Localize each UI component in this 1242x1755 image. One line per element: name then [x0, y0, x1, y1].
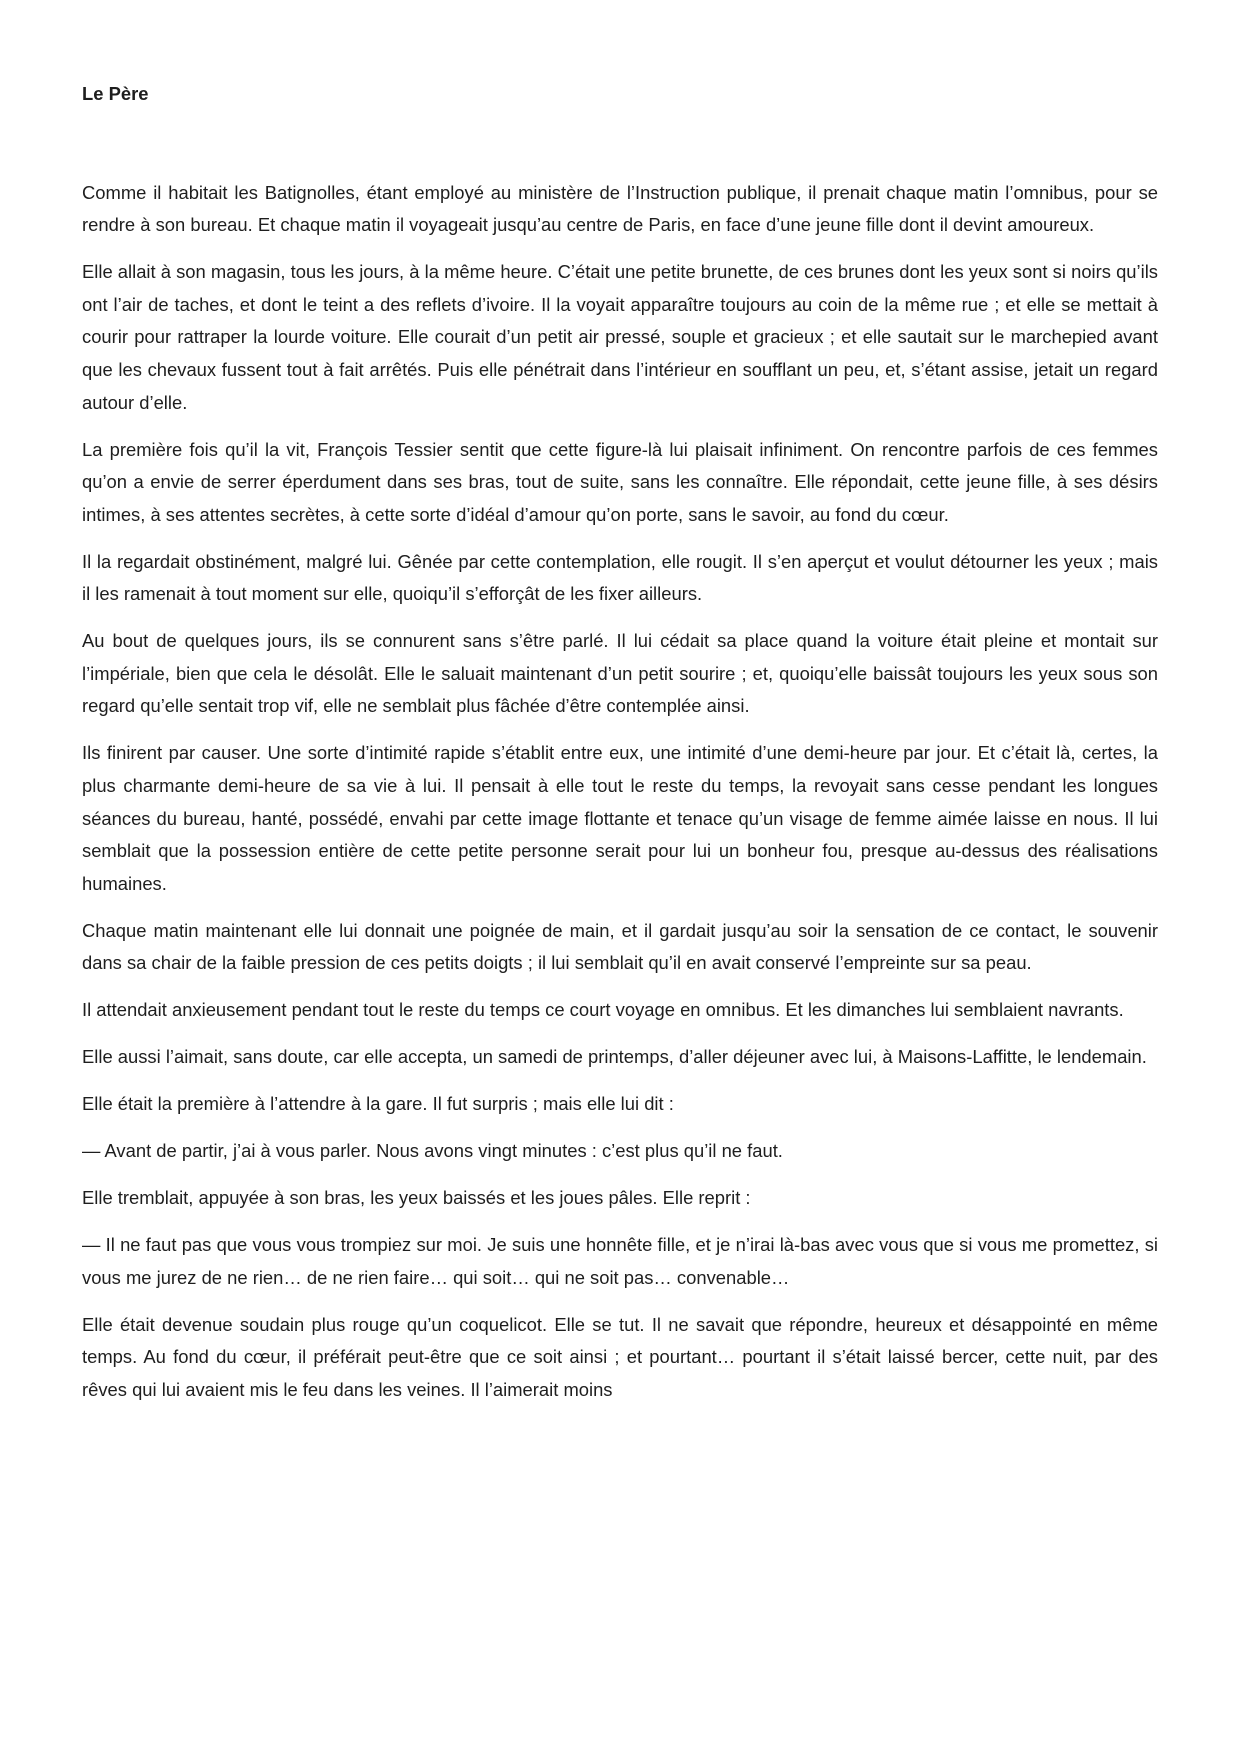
paragraph: Elle était la première à l’attendre à la gare. Il fut surpris ; mais elle lui dit :: [82, 1093, 674, 1115]
paragraph: Comme il habitait les Batignolles, étant employé au ministère de l’Instruction publique, il prenait chaque matin l’omnibus, pour se rendre à son bureau. Et chaque matin il voyageait jusqu’au centre de Paris, en face d’une jeune fille dont il devint amoureux.: [82, 181, 1158, 236]
dialogue-paragraph: — Il ne faut pas que vous vous trompiez sur moi. Je suis une honnête fille, et je n’irai là-bas avec vous que si vous me promettez, si vous me jurez de ne rien… de ne rien faire… qui soit… qui ne soit pas… convenable…: [82, 1234, 1158, 1288]
paragraph: Au bout de quelques jours, ils se connurent sans s’être parlé. Il lui cédait sa place quand la voiture était pleine et montait sur l’impériale, bien que cela le désolât. Elle le saluait maintenant d’un petit sourire ; et, quoiqu’elle baissât toujours les yeux sous son regard qu’elle sentait trop vif, elle ne semblait plus fâchée d’être contemplée ainsi.: [82, 630, 1158, 717]
document-title: Le Père: [82, 83, 149, 104]
document-body: [82, 177, 1158, 1407]
paragraph: Chaque matin maintenant elle lui donnait une poignée de main, et il gardait jusqu’au soir la sensation de ce contact, le souvenir dans sa chair de la faible pression de ces petits doigts ; il lui semblait qu’il en avait conservé l’empreinte sur sa peau.: [82, 919, 1158, 974]
paragraph: Il attendait anxieusement pendant tout le reste du temps ce court voyage en omnibus. Et les dimanches lui semblaient navrants.: [82, 999, 1124, 1021]
paragraph: Ils finirent par causer. Une sorte d’intimité rapide s’établit entre eux, une intimité d’une demi-heure par jour. Et c’était là, certes, la plus charmante demi-heure de sa vie à lui. Il pensait à elle tout le reste du temps, la revoyait sans cesse pendant les longues séances du bureau, hanté, possédé, envahi par cette image flottante et tenace qu’un visage de femme aimée laisse en nous. Il lui semblait que la possession entière de cette petite personne serait pour lui un bonheur fou, presque au-dessus des réalisations humaines.: [82, 742, 1158, 894]
paragraph: Il la regardait obstinément, malgré lui. Gênée par cette contemplation, elle rougit. Il s’en aperçut et voulut détourner les yeux ; mais il les ramenait à tout moment sur elle, quoiqu’il s’efforçât de les fixer ailleurs.: [82, 550, 1158, 605]
dialogue-paragraph: — Avant de partir, j’ai à vous parler. Nous avons vingt minutes : c’est plus qu’il ne faut.: [82, 1140, 783, 1162]
paragraph: La première fois qu’il la vit, François Tessier sentit que cette figure-là lui plaisait infiniment. On rencontre parfois de ces femmes qu’on a envie de serrer éperdument dans ses bras, tout de suite, sans les connaître. Elle répondait, cette jeune fille, à ses désirs intimes, à ses attentes secrètes, à cette sorte d’idéal d’amour qu’on porte, sans le savoir, au fond du cœur.: [82, 438, 1158, 525]
paragraph: Elle aussi l’aimait, sans doute, car elle accepta, un samedi de printemps, d’aller déjeuner avec lui, à Maisons-Laffitte, le lendemain.: [82, 1046, 1147, 1068]
paragraph: Elle allait à son magasin, tous les jours, à la même heure. C’était une petite brunette, de ces brunes dont les yeux sont si noirs qu’ils ont l’air de taches, et dont le teint a des reflets d’ivoire. Il la voyait apparaître toujours au coin de la même rue ; et elle se mettait à courir pour rattraper la lourde voiture. Elle courait d’un petit air pressé, souple et gracieux ; et elle sautait sur le marchepied avant que les chevaux fussent tout à fait arrêtés. Puis elle pénétrait dans l’intérieur en soufflant un peu, et, s’étant assise, jetait un regard autour d’elle.: [82, 261, 1158, 413]
document-page: [82, 78, 1158, 1421]
paragraph: Elle tremblait, appuyée à son bras, les yeux baissés et les joues pâles. Elle reprit :: [82, 1187, 751, 1209]
paragraph: Elle était devenue soudain plus rouge qu’un coquelicot. Elle se tut. Il ne savait que répondre, heureux et désappointé en même temps. Au fond du cœur, il préférait peut-être que ce soit ainsi ; et pourtant… pourtant il s’était laissé bercer, cette nuit, par des rêves qui lui avaient mis le feu dans les veines. Il l’aimerait moins: [82, 1313, 1158, 1401]
